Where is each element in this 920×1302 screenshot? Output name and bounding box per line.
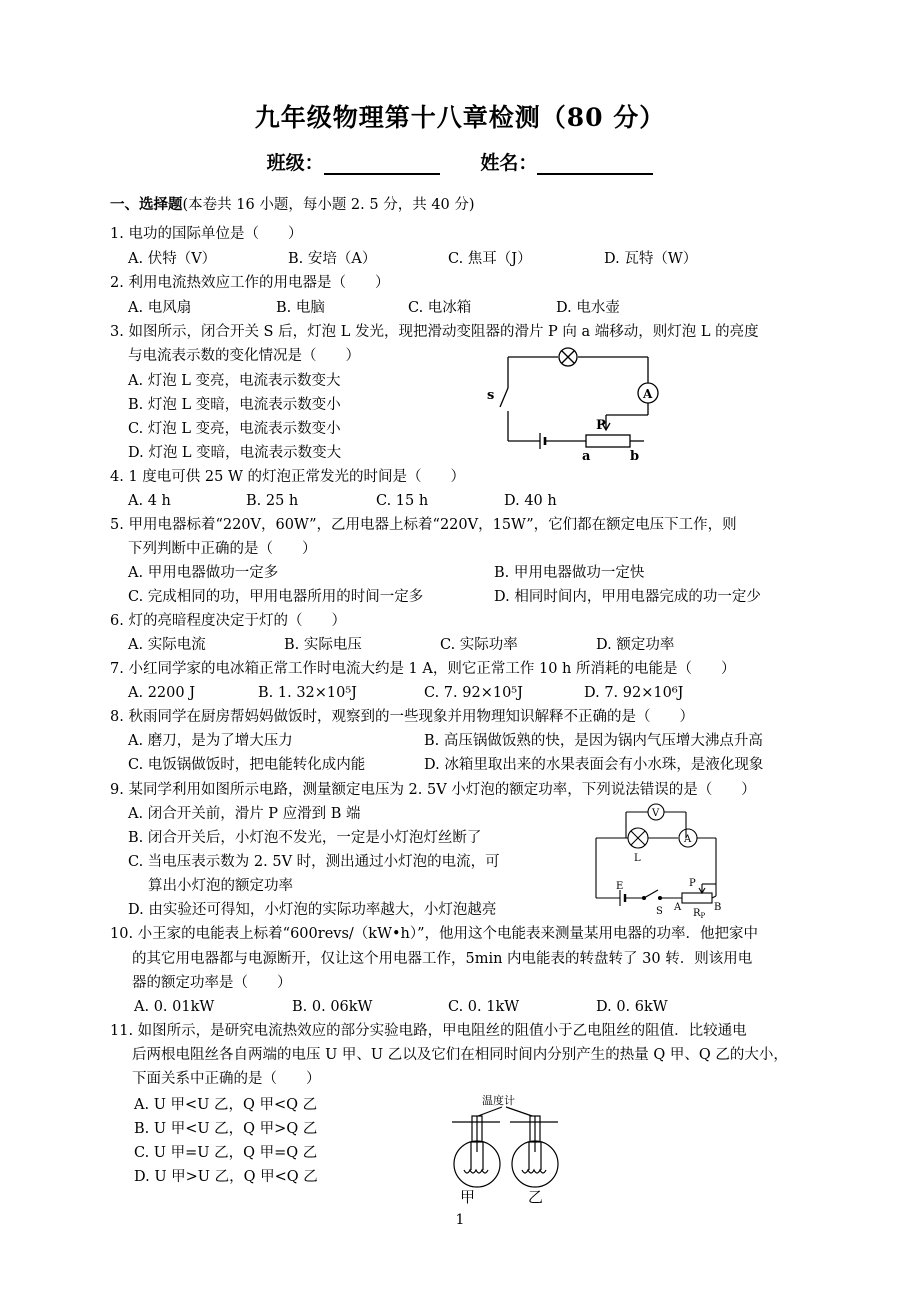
question-1: 1. 电功的国际单位是（ ） — [110, 226, 303, 242]
q7-option-c: C. 7. 92×10⁵J — [424, 685, 523, 701]
q5-option-a: A. 甲用电器做功一定多 — [128, 565, 279, 581]
q1-option-a: A. 伏特（V） — [128, 251, 217, 267]
switch-label: S — [656, 906, 663, 917]
rheostat-end-a: A — [674, 902, 682, 913]
q7-option-b: B. 1. 32×10⁵J — [258, 685, 357, 701]
battery-label: E — [616, 881, 624, 892]
question-2: 2. 利用电流热效应工作的用电器是（ ） — [110, 275, 390, 291]
q1-option-c: C. 焦耳（J） — [448, 251, 532, 267]
name-blank[interactable] — [537, 155, 653, 175]
q5-option-c: C. 完成相同的功，甲用电器所用的时间一定多 — [128, 589, 424, 605]
q8-option-b: B. 高压锅做饭熟的快，是因为锅内气压增大沸点升高 — [424, 733, 763, 749]
circuit-diagram-q3 — [478, 343, 668, 463]
q3-option-d: D. 灯泡 L 变暗，电流表示数变大 — [128, 445, 342, 461]
question-11-line-2: 后两根电阻丝各自两端的电压 U 甲、U 乙以及它们在相同时间内分别产生的热量 Q 甲、Q 乙的大小， — [132, 1047, 788, 1063]
q9-option-a: A. 闭合开关前，滑片 P 应滑到 B 端 — [128, 806, 361, 822]
label-s: s — [487, 388, 495, 403]
ammeter-label: A — [684, 834, 692, 845]
q2-option-d: D. 电水壶 — [556, 300, 620, 316]
name-label: 姓名： — [480, 152, 538, 174]
rheostat-end-b: B — [714, 902, 722, 913]
rheostat-letter: R — [693, 908, 701, 918]
question-6: 6. 灯的亮暗程度决定于灯的（ ） — [110, 613, 346, 629]
section-title: 一、选择题 — [110, 196, 183, 213]
q9-option-c: C. 当电压表示数为 2. 5V 时，测出通过小灯泡的电流，可 — [128, 854, 500, 870]
question-10-line-1: 10. 小王家的电能表上标着“600revs/（kW•h）”，他用这个电能表来测量某用电器的功率．他把家中 — [110, 926, 759, 942]
q11-option-d: D. U 甲>U 乙，Q 甲<Q 乙 — [134, 1169, 318, 1185]
q6-option-d: D. 额定功率 — [596, 637, 675, 653]
q10-option-b: B. 0. 06kW — [292, 999, 373, 1015]
question-11-line-3: 下面关系中正确的是（ ） — [132, 1071, 321, 1087]
class-blank[interactable] — [324, 155, 440, 175]
label-p: P — [596, 418, 606, 433]
q3-option-c: C. 灯泡 L 变亮，电流表示数变小 — [128, 421, 341, 437]
voltmeter-label: V — [652, 808, 660, 819]
q10-option-c: C. 0. 1kW — [448, 999, 520, 1015]
q9-option-d: D. 由实验还可得知，小灯泡的实际功率越大，小灯泡越亮 — [128, 902, 497, 918]
q9-option-c-cont: 算出小灯泡的额定功率 — [148, 878, 293, 894]
label-jia: 甲 — [460, 1188, 476, 1204]
q3-option-b: B. 灯泡 L 变暗，电流表示数变小 — [128, 397, 341, 413]
q6-option-a: A. 实际电流 — [128, 637, 206, 653]
q10-option-d: D. 0. 6kW — [596, 999, 668, 1015]
question-8: 8. 秋雨同学在厨房帮妈妈做饭时，观察到的一些现象并用物理知识解释不正确的是（ ） — [110, 709, 694, 725]
q6-option-b: B. 实际电压 — [284, 637, 362, 653]
question-10-line-2: 的其它用电器都与电源断开，仅让这个用电器工作，5min 内电能表的转盘转了 30 转．则该用电 — [132, 951, 753, 967]
q4-option-b: B. 25 h — [246, 493, 299, 509]
label-b: b — [630, 449, 640, 463]
student-info-row — [0, 148, 920, 175]
q8-option-c: C. 电饭锅做饭时，把电能转化成内能 — [128, 757, 366, 773]
label-yi: 乙 — [528, 1188, 544, 1204]
rheostat-subscript: P — [700, 912, 706, 918]
q4-option-a: A. 4 h — [128, 493, 171, 509]
q5-option-d: D. 相同时间内，甲用电器完成的功一定少 — [494, 589, 761, 605]
q7-option-a: A. 2200 J — [128, 685, 196, 701]
question-9: 9. 某同学利用如图所示电路，测量额定电压为 2. 5V 小灯泡的额定功率，下列说法错误的是（ ） — [110, 782, 756, 798]
q8-option-d: D. 冰箱里取出来的水果表面会有小水珠，是液化现象 — [424, 757, 764, 773]
q7-option-d: D. 7. 92×10⁶J — [584, 685, 684, 701]
section-note: (本卷共 16 小题，每小题 2. 5 分，共 40 分) — [182, 197, 475, 213]
q9-option-b: B. 闭合开关后，小灯泡不发光，一定是小灯泡灯丝断了 — [128, 830, 482, 846]
q1-option-b: B. 安培（A） — [288, 251, 377, 267]
question-10-line-3: 器的额定功率是（ ） — [132, 975, 292, 991]
q2-option-c: C. 电冰箱 — [408, 300, 472, 316]
rheostat-label — [693, 908, 706, 918]
q11-option-b: B. U 甲<U 乙，Q 甲>Q 乙 — [134, 1121, 318, 1137]
q2-option-b: B. 电脑 — [276, 300, 325, 316]
class-label: 班级： — [266, 152, 324, 174]
section-heading — [110, 196, 475, 214]
label-a: a — [582, 449, 591, 463]
question-5-line-1: 5. 甲用电器标着“220V，60W”，乙用电器上标着“220V，15W”，它们都在额定电压下工作，则 — [110, 517, 737, 533]
question-3-line-2: 与电流表示数的变化情况是（ ） — [128, 348, 360, 364]
question-11-line-1: 11. 如图所示，是研究电流热效应的部分实验电路，甲电阻丝的阻值小于乙电阻丝的阻值．比较通电 — [110, 1023, 747, 1039]
q1-option-d: D. 瓦特（W） — [604, 251, 698, 267]
q2-option-a: A. 电风扇 — [128, 300, 192, 316]
q11-option-c: C. U 甲=U 乙，Q 甲=Q 乙 — [134, 1145, 318, 1161]
lamp-label: L — [634, 853, 641, 864]
q4-option-d: D. 40 h — [504, 493, 557, 509]
question-4: 4. 1 度电可供 25 W 的灯泡正常发光的时间是（ ） — [110, 469, 465, 485]
question-7: 7. 小红同学家的电冰箱正常工作时电流大约是 1 A，则它正常工作 10 h 所消耗的电能是（ ） — [110, 661, 736, 677]
q3-option-a: A. 灯泡 L 变亮，电流表示数变大 — [128, 373, 341, 389]
q5-option-b: B. 甲用电器做功一定快 — [494, 565, 645, 581]
ammeter-label: A — [643, 387, 653, 401]
page-title: 九年级物理第十八章检测（80 分） — [254, 103, 666, 132]
question-3-line-1: 3. 如图所示，闭合开关 S 后，灯泡 L 发光，现把滑动变阻器的滑片 P 向 a 端移动，则灯泡 L 的亮度 — [110, 324, 759, 340]
q10-option-a: A. 0. 01kW — [134, 999, 215, 1015]
circuit-diagram-q9 — [590, 800, 730, 918]
q4-option-c: C. 15 h — [376, 493, 429, 509]
slider-label: P — [689, 878, 696, 889]
thermometer-label: 温度计 — [482, 1094, 515, 1107]
q11-option-a: A. U 甲<U 乙，Q 甲<Q 乙 — [134, 1097, 318, 1113]
q6-option-c: C. 实际功率 — [440, 637, 518, 653]
q8-option-a: A. 磨刀，是为了增大压力 — [128, 733, 293, 749]
heating-experiment-diagram-q11 — [442, 1092, 582, 1204]
question-5-line-2: 下列判断中正确的是（ ） — [128, 541, 317, 557]
page-number: 1 — [455, 1212, 465, 1228]
